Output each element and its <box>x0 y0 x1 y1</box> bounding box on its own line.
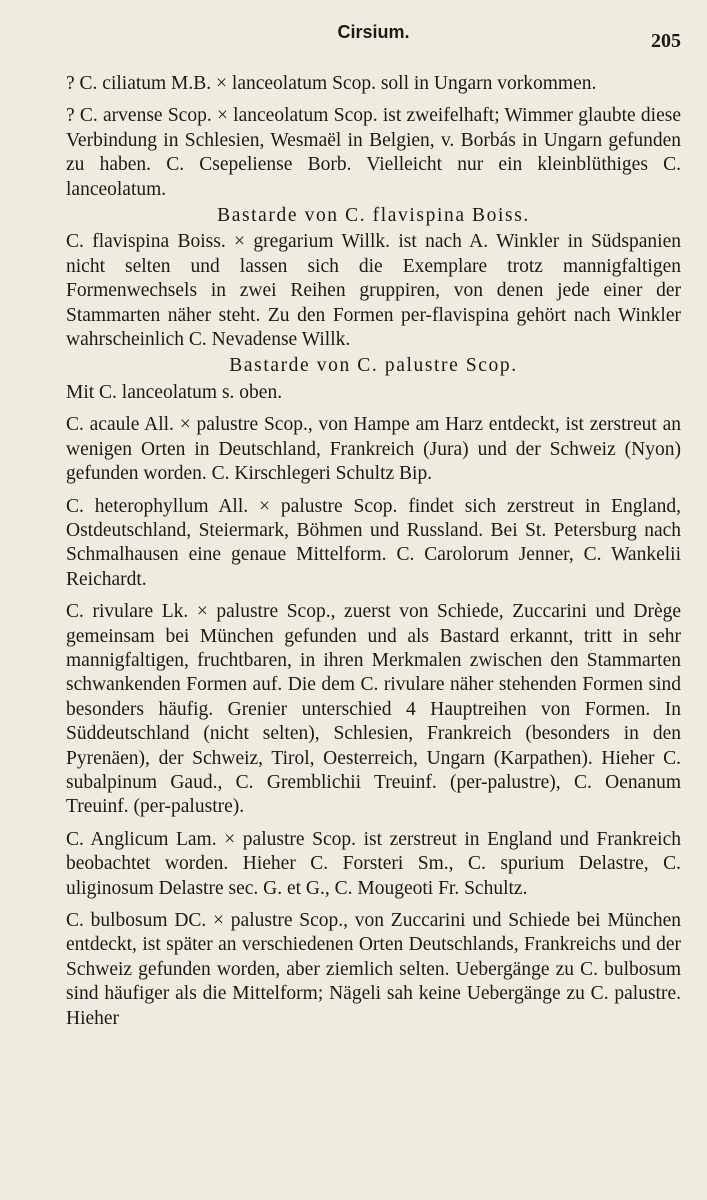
text-body <box>66 72 681 1031</box>
running-title: Cirsium. <box>337 22 410 42</box>
paragraph: C. rivulare Lk. × palustre Scop., zuerst von Schiede, Zuccarini und Drège gemeinsam bei München gefunden und als Bastard erkannt, tritt in sehr mannigfaltigen, fruchtbaren, in ihren Merkmalen zwischen den Stammarten schwankenden Formen auf. Die dem C. rivulare näher stehenden Formen sind besonders häufig. Grenier unterschied 4 Hauptreihen von Formen. In Süddeutschland (nicht selten), Schlesien, Frankreich (besonders in den Pyrenäen), der Schweiz, Tirol, Oesterreich, Ungarn (Karpathen). Hieher C. subalpinum Gaud., C. Gremblichii Treuinf. (per-palustre), C. Oenanum Treuinf. (per-palustre). <box>66 601 681 818</box>
running-head <box>66 16 681 72</box>
paragraph: C. heterophyllum All. × palustre Scop. findet sich zerstreut in England, Ostdeutschland, Steiermark, Böhmen und Russland. Bei St. Petersburg nach Schmalhausen eine genaue Mittelform. C. Carolorum Jenner, C. Wankelii Reichardt. <box>66 495 681 590</box>
page-number: 205 <box>651 30 681 52</box>
paragraph: Mit C. lanceolatum s. oben. <box>66 381 283 403</box>
section-heading: Bastarde von C. palustre Scop. <box>229 355 518 377</box>
section-heading: Bastarde von C. flavispina Boiss. <box>217 205 530 227</box>
paragraph: C. flavispina Boiss. × gregarium Willk. ist nach A. Winkler in Südspanien nicht selten und lassen sich die Exemplare trotz mannigfaltigen Formenwechsels in zwei Reihen gruppiren, von denen jede einer der Stammarten näher steht. Zu den Formen per-flavispina gehört nach Winkler wahrscheinlich C. Nevadense Willk. <box>66 231 681 351</box>
paragraph: C. bulbosum DC. × palustre Scop., von Zuccarini und Schiede bei München entdeckt, ist später an verschiedenen Orten Deutschlands, Frankreichs und der Schweiz gefunden worden, aber ziemlich selten. Uebergänge zu C. bulbosum sind häufiger als die Mittelform; Nägeli sah keine Uebergänge zu C. palustre. Hieher <box>66 910 681 1029</box>
paragraph: C. acaule All. × palustre Scop., von Hampe am Harz entdeckt, ist zerstreut an wenigen Orten in Deutschland, Frankreich (Jura) und der Schweiz (Nyon) gefunden worden. C. Kirschlegeri Schultz Bip. <box>66 414 681 485</box>
paragraph: C. Anglicum Lam. × palustre Scop. ist zerstreut in England und Frankreich beobachtet worden. Hieher C. Forsteri Sm., C. spurium Delastre, C. uliginosum Delastre sec. G. et G., C. Mougeoti Fr. Schultz. <box>66 828 681 899</box>
paragraph: ? C. arvense Scop. × lanceolatum Scop. ist zweifelhaft; Wimmer glaubte diese Verbindung in Schlesien, Wesmaël in Belgien, v. Borbás in Ungarn gefunden zu haben. C. Csepeliense Borb. Vielleicht nur ein kleinblüthiges C. lanceolatum. <box>66 105 681 200</box>
paragraph: ? C. ciliatum M.B. × lanceolatum Scop. soll in Ungarn vorkommen. <box>66 73 597 94</box>
